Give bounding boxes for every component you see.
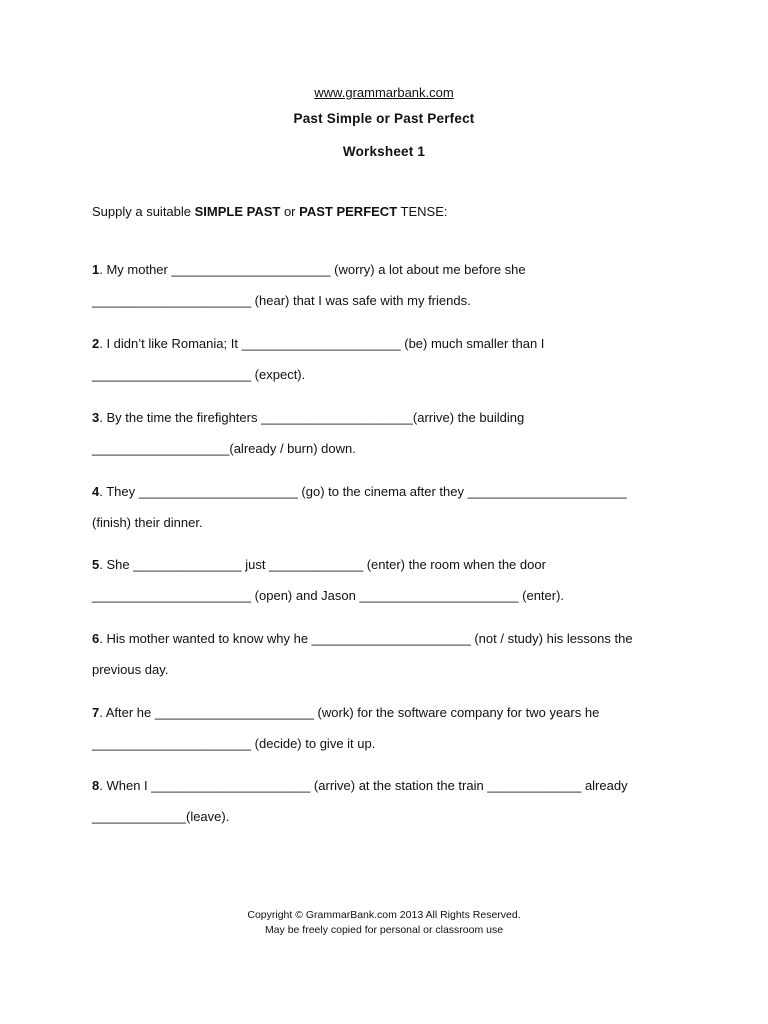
question-5 [92,549,692,611]
question-number: 7 [92,705,100,720]
question-line-2: _____________(leave). [92,809,230,824]
question-number: 1 [92,262,100,277]
question-line-2: previous day. [92,662,169,677]
question-number: 3 [92,410,100,425]
question-number: 4 [92,484,100,499]
question-text: . My mother ______________________ (worry) a lot about me before she [99,262,526,277]
question-line-2: ______________________ (decide) to give it up. [92,736,376,751]
question-text: . They ______________________ (go) to the cinema after they ______________________ [99,484,627,499]
website-link[interactable]: www.grammarbank.com [314,85,454,100]
question-1 [92,254,692,316]
question-line-2: ______________________ (hear) that I was safe with my friends. [92,293,471,308]
question-line-2: ___________________(already / burn) down. [92,441,356,456]
question-text: . By the time the firefighters _____________________(arrive) the building [99,410,525,425]
question-text: . I didn’t like Romania; It ______________________ (be) much smaller than I [99,336,545,351]
question-number: 2 [92,336,100,351]
instruction-suffix: TENSE: [397,204,448,219]
question-7 [92,697,692,759]
question-line-1 [92,623,692,654]
question-number: 6 [92,631,100,646]
question-6 [92,623,692,685]
question-line-1 [92,476,692,507]
question-8 [92,770,692,832]
instruction-prefix: Supply a suitable [92,204,195,219]
question-line-2: ______________________ (expect). [92,367,306,382]
instruction-term-past-perfect: PAST PERFECT [299,204,398,219]
question-number: 8 [92,778,100,793]
instruction-term-simple-past: SIMPLE PAST [194,204,281,219]
question-4 [92,476,692,538]
question-3 [92,402,692,464]
usage-notice: May be freely copied for personal or classroom use [264,924,504,936]
question-line-1 [92,770,692,801]
question-2 [92,328,692,390]
question-number: 5 [92,557,100,572]
question-line-1 [92,549,692,580]
question-line-1 [92,254,692,285]
question-line-1 [92,697,692,728]
question-text: . She _______________ just _____________ (enter) the room when the door [99,557,546,572]
question-text: . After he ______________________ (work) for the software company for two years he [99,705,600,720]
question-line-1 [92,328,692,359]
worksheet-subtitle: Worksheet 1 [342,144,426,159]
question-line-2: ______________________ (open) and Jason ______________________ (enter). [92,588,565,603]
question-line-2: (finish) their dinner. [92,515,203,530]
instruction-middle: or [280,204,300,219]
question-line-1 [92,402,692,433]
worksheet-title: Past Simple or Past Perfect [293,111,475,126]
question-text: . When I ______________________ (arrive) at the station the train _____________ already [99,778,628,793]
instructions [92,204,447,219]
question-text: . His mother wanted to know why he ______________________ (not / study) his lessons the [99,631,633,646]
copyright-notice: Copyright © GrammarBank.com 2013 All Rights Reserved. [247,909,521,921]
